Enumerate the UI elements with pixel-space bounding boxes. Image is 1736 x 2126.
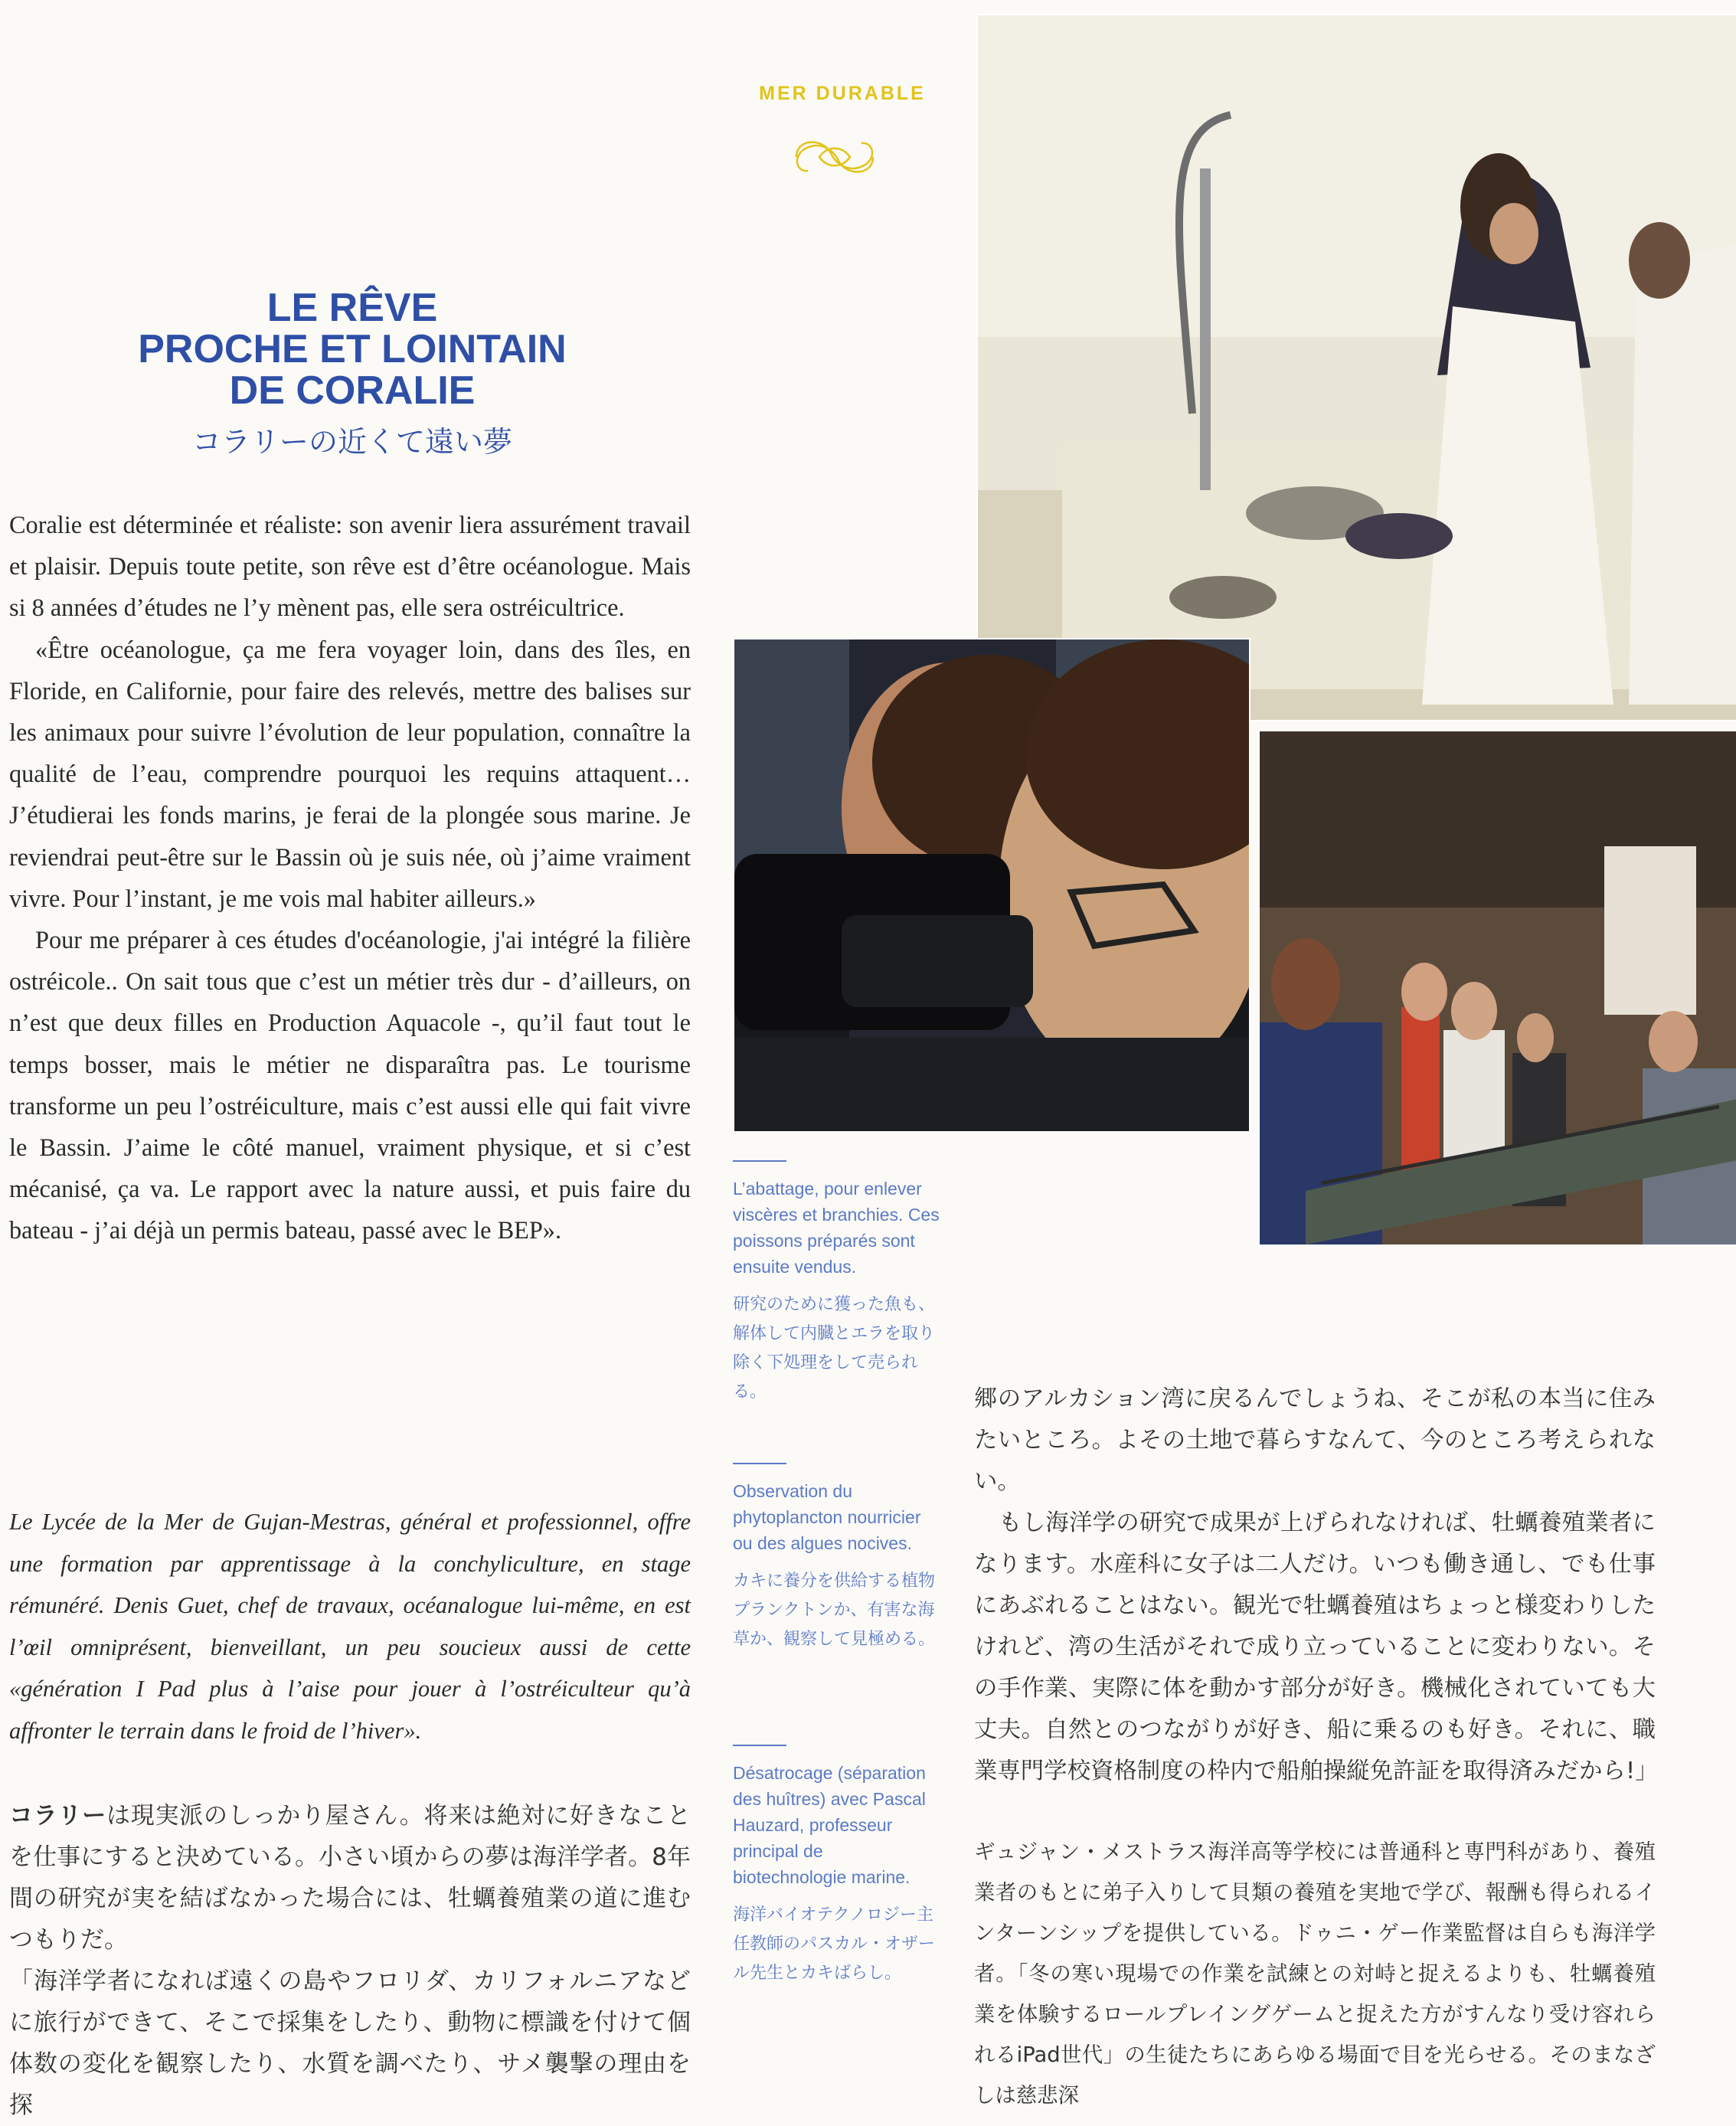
photo-oyster-sorting <box>1258 730 1736 1246</box>
photo-microscopes <box>733 638 1251 1133</box>
caption-rule <box>733 1160 786 1162</box>
caption-2-jp: カキに養分を供給する植物プランクトンか、有害な海草か、観察して見極める。 <box>733 1572 936 1649</box>
title-line-3: DE CORALIE <box>229 368 476 413</box>
caption-2 <box>733 1463 940 1654</box>
ornament-icon <box>789 126 881 188</box>
italic-intro-text: Le Lycée de la Mer de Gujan-Mestras, général et professionnel, offre une formation par apprentissage à la conchyliculture, en stage rémunéré. Denis Guet, chef de travaux, océanalogue lui-même, en est l’œil omniprésent, bienveillant, un peu soucieux aussi de cette «génération I Pad plus à l’aise pour jouer à l’ostréiculteur qu’à affronter le terrain dans le froid de l’hiver». <box>9 1509 691 1744</box>
jp-right-paragraph-1: 郷のアルカション湾に戻るんでしょうね、そこが私の本当に住みたいところ。よその土地で暮らすなんて、今のところ考えられない。 <box>974 1385 1656 1495</box>
caption-1-fr: L’abattage, pour enlever viscères et branchies. Ces poissons préparés sont ensuite vendus. <box>733 1179 940 1277</box>
caption-1-jp: 研究のために獲った魚も、解体して内臓とエラを取り除く下処理をして売られる。 <box>733 1295 936 1402</box>
body-french <box>9 504 691 1251</box>
section-label: MER DURABLE <box>759 83 926 104</box>
caption-2-fr: Observation du phytoplancton nourricier ou des algues nocives. <box>733 1481 921 1553</box>
caption-1 <box>733 1160 940 1407</box>
caption-rule <box>733 1745 786 1746</box>
body-fr-paragraph-2: «Être océanologue, ça me fera voyager loin, dans des îles, en Floride, en Californie, pour faire des relevés, mettre des balises sur les animaux pour suivre l’évolution de leur population, connaître la qualité de l’eau, comprendre pourquoi les requins attaquent… J’étudierai les fonds marins, je ferai de la plongée sous marine. Je reviendrai peut-être sur le Bassin où je suis née, où j’aime vraiment vivre. Pour l’instant, je me vois mal habiter ailleurs.» <box>9 635 691 912</box>
caption-3-jp: 海洋バイオテクノロジー主任教師のパスカル・オザール先生とカキばらし。 <box>733 1905 936 1983</box>
title-line-1: LE RÊVE <box>266 286 438 330</box>
jp-left-paragraph-1 <box>9 1795 691 1961</box>
italic-intro <box>9 1501 691 1751</box>
body-japanese-right-summary: ギュジャン・メストラス海洋高等学校には普通科と専門科があり、養殖業者のもとに弟子入りして貝類の養殖を実地で学び、報酬も得られるインターンシップを提供している。ドゥニ・ゲー作業監督は自らも海洋学者。「冬の寒い現場での作業を試練との対峙と捉えるよりも、牡蠣養殖業を体験するロールプレイングゲームと捉えた方がすんなり受け容れられるiPad世代」の生徒たちにあらゆる場面で目を光らせる。そのまなざしは慈悲深 <box>974 1840 1656 2108</box>
caption-3-fr: Désatrocage (séparation des huîtres) avec Pascal Hauzard, professeur principal de biotechnologie marine. <box>733 1763 926 1887</box>
article-title <box>46 287 659 411</box>
photo-fish-gutting <box>976 14 1736 721</box>
body-japanese-left <box>9 1795 691 2126</box>
jp-right-paragraph-2: もし海洋学の研究で成果が上げられなければ、牡蠣養殖業者になります。水産科に女子は二人だけ。いつも働き通し、でも仕事にあぶれることはない。観光で牡蠣養殖はちょっと様変わりしたけれど、湾の生活がそれで成り立っていることに変わりない。その手作業、実際に体を動かす部分が好き。機械化されていても大丈夫。自然とのつながりが好き、船に乗るのも好き。それに、職業専門学校資格制度の枠内で船舶操縦免許証を取得済みだから!」 <box>974 1509 1659 1784</box>
title-line-2: PROCHE ET LOINTAIN <box>138 327 567 371</box>
jp-lead-name: コラリー <box>9 1802 106 1830</box>
caption-3 <box>733 1745 940 1988</box>
jp-left-text-1: は現実派のしっかり屋さん。将来は絶対に好きなことを仕事にすると決めている。小さい頃からの夢は海洋学者。8年間の研究が実を結ばなかった場合には、牡蠣養殖業の道に進むつもりだ。 <box>9 1802 691 1954</box>
caption-rule <box>733 1463 786 1464</box>
article-subtitle-jp: コラリーの近くて遠い夢 <box>191 427 512 459</box>
body-fr-paragraph-3: Pour me préparer à ces études d'océanologie, j'ai intégré la filière ostréicole.. On sait tous que c’est un métier très dur - d’ailleurs, on n’est que deux filles en Production Aquacole -, qu’il faut tout le temps bosser, mais le métier ne disparaîtra pas. Le tourisme transforme un peu l’ostréiculture, mais c’est aussi elle qui fait vivre le Bassin. J’aime le côté manuel, vraiment physique, et si c’est mécanisé, ça va. Le rapport avec la nature aussi, et puis faire du bateau - j’ai déjà un permis bateau, passé avec le BEP». <box>9 926 691 1245</box>
body-fr-paragraph-1: Coralie est déterminée et réaliste: son avenir liera assurément travail et plaisir. Depuis toute petite, son rêve est d’être océanologue. Mais si 8 années d’études ne l’y mènent pas, elle sera ostréicultrice. <box>9 511 691 622</box>
jp-left-paragraph-2: 「海洋学者になれば遠くの島やフロリダ、カリフォルニアなどに旅行ができて、そこで採集をしたり、動物に標識を付けて個体数の変化を観察したり、水質を調べたり、サメ襲撃の理由を探 <box>9 1967 691 2119</box>
body-japanese-right <box>974 1379 1659 1792</box>
